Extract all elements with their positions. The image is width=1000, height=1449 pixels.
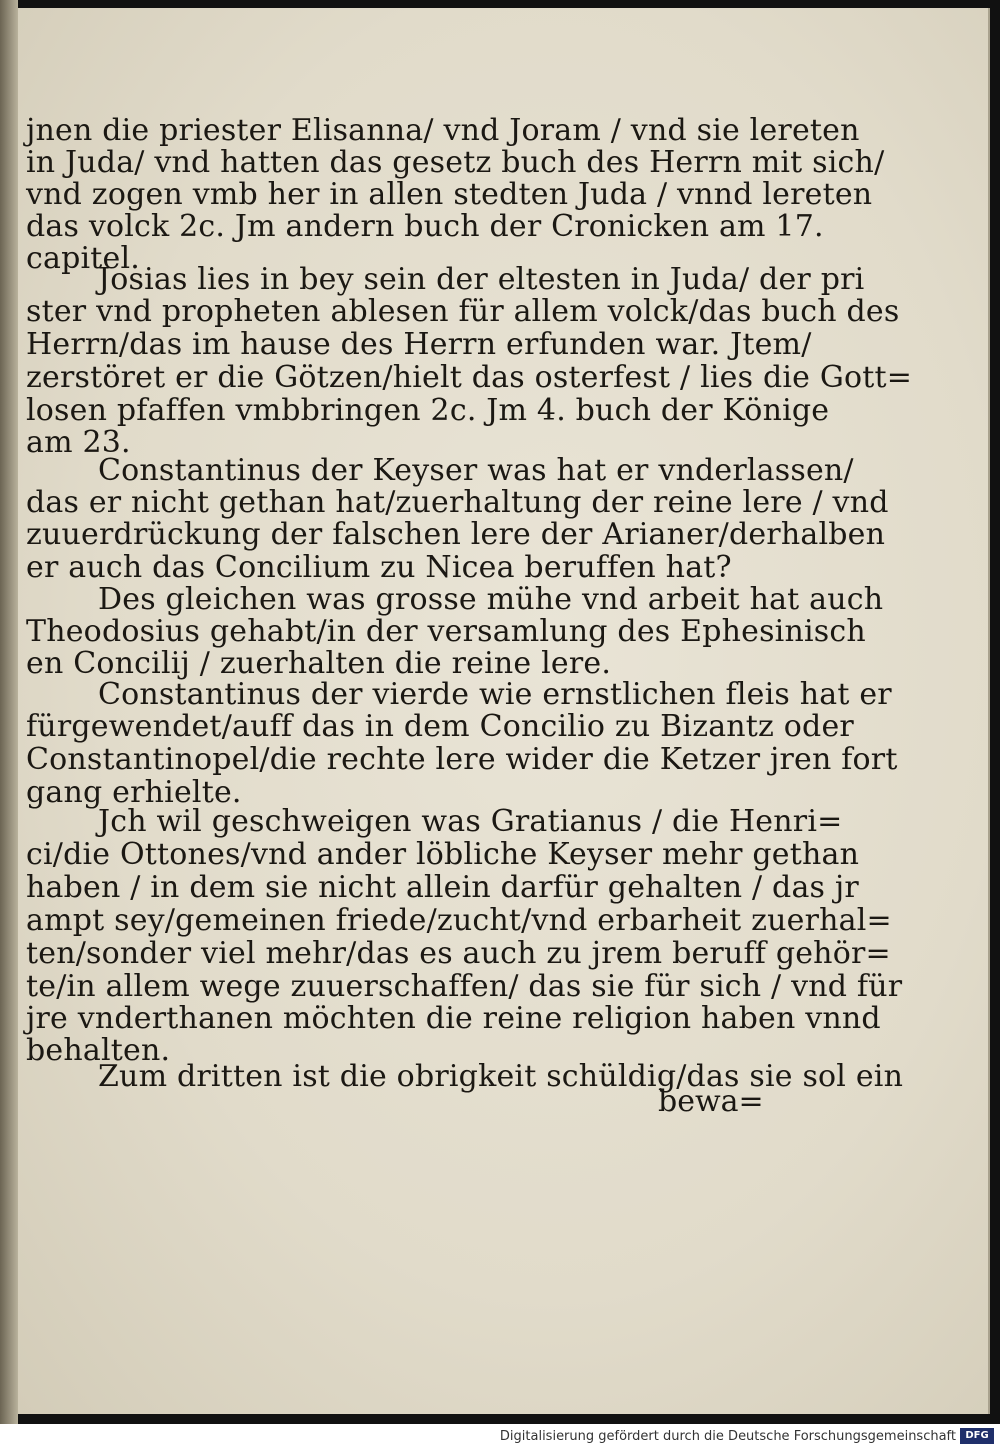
text-line: haben / in dem sie nicht allein darfür gehalten / das jr bbox=[26, 870, 859, 905]
text-line: behalten. bbox=[26, 1033, 171, 1068]
text-line: Zum dritten ist die obrigkeit schüldig/das sie sol ein bbox=[98, 1059, 904, 1094]
text-line: Constantinus der vierde wie ernstlichen fleis hat er bbox=[98, 677, 892, 712]
text-line: vnd zogen vmb her in allen stedten Juda / vnnd lereten bbox=[26, 177, 873, 212]
text-line: das volck 2c. Jm andern buch der Cronicken am 17. bbox=[26, 209, 824, 244]
text-line: zuuerdrückung der falschen lere der Arianer/derhalben bbox=[26, 517, 886, 552]
page-edge bbox=[0, 0, 18, 1424]
text-line: Theodosius gehabt/in der versamlung des Ephesinisch bbox=[26, 614, 866, 649]
text-line: Constantinus der Keyser was hat er vnderlassen/ bbox=[98, 453, 854, 488]
funding-credit: Digitalisierung gefördert durch die Deutsche Forschungsgemeinschaft bbox=[499, 1429, 956, 1444]
text-line: gang erhielte. bbox=[26, 775, 242, 810]
text-line: ten/sonder viel mehr/das es auch zu jrem beruff gehör= bbox=[26, 936, 891, 971]
catchword: bewa= bbox=[658, 1084, 764, 1119]
text-line: jre vnderthanen möchten die reine religion haben vnnd bbox=[26, 1001, 881, 1036]
text-line: en Concilij / zuerhalten die reine lere. bbox=[26, 646, 612, 681]
text-line: Constantinopel/die rechte lere wider die Ketzer jren fort bbox=[26, 742, 898, 777]
text-line: ci/die Ottones/vnd ander löbliche Keyser mehr gethan bbox=[26, 837, 860, 872]
text-line: Herrn/das im hause des Herrn erfunden war. Jtem/ bbox=[26, 327, 812, 362]
text-line: in Juda/ vnd hatten das gesetz buch des Herrn mit sich/ bbox=[26, 145, 885, 180]
text-line: ster vnd propheten ablesen für allem volck/das buch des bbox=[26, 294, 900, 329]
dfg-logo-icon: DFG bbox=[960, 1428, 994, 1444]
text-line: Josias lies in bey sein der eltesten in Juda/ der pri bbox=[98, 262, 865, 297]
text-line: capitel. bbox=[26, 241, 141, 276]
text-line: das er nicht gethan hat/zuerhaltung der reine lere / vnd bbox=[26, 485, 889, 520]
text-line: fürgewendet/auff das in dem Concilio zu Bizantz oder bbox=[26, 709, 854, 744]
text-line: Jch wil geschweigen was Gratianus / die Henri= bbox=[98, 804, 843, 839]
page-text bbox=[18, 8, 988, 1108]
text-line: te/in allem wege zuuerschaffen/ das sie für sich / vnd für bbox=[26, 969, 903, 1004]
text-line: losen pfaffen vmbbringen 2c. Jm 4. buch der Könige bbox=[26, 393, 830, 428]
text-line: ampt sey/gemeinen friede/zucht/vnd erbarheit zuerhal= bbox=[26, 903, 892, 938]
text-line: zerstöret er die Götzen/hielt das osterfest / lies die Gott= bbox=[26, 360, 913, 395]
text-line: jnen die priester Elisanna/ vnd Joram / vnd sie lereten bbox=[26, 113, 860, 148]
text-line: er auch das Concilium zu Nicea beruffen hat? bbox=[26, 550, 732, 585]
book-page bbox=[18, 8, 990, 1414]
text-line: Des gleichen was grosse mühe vnd arbeit hat auch bbox=[98, 582, 884, 617]
footer-bar bbox=[0, 1424, 1000, 1449]
text-line: am 23. bbox=[26, 425, 131, 460]
